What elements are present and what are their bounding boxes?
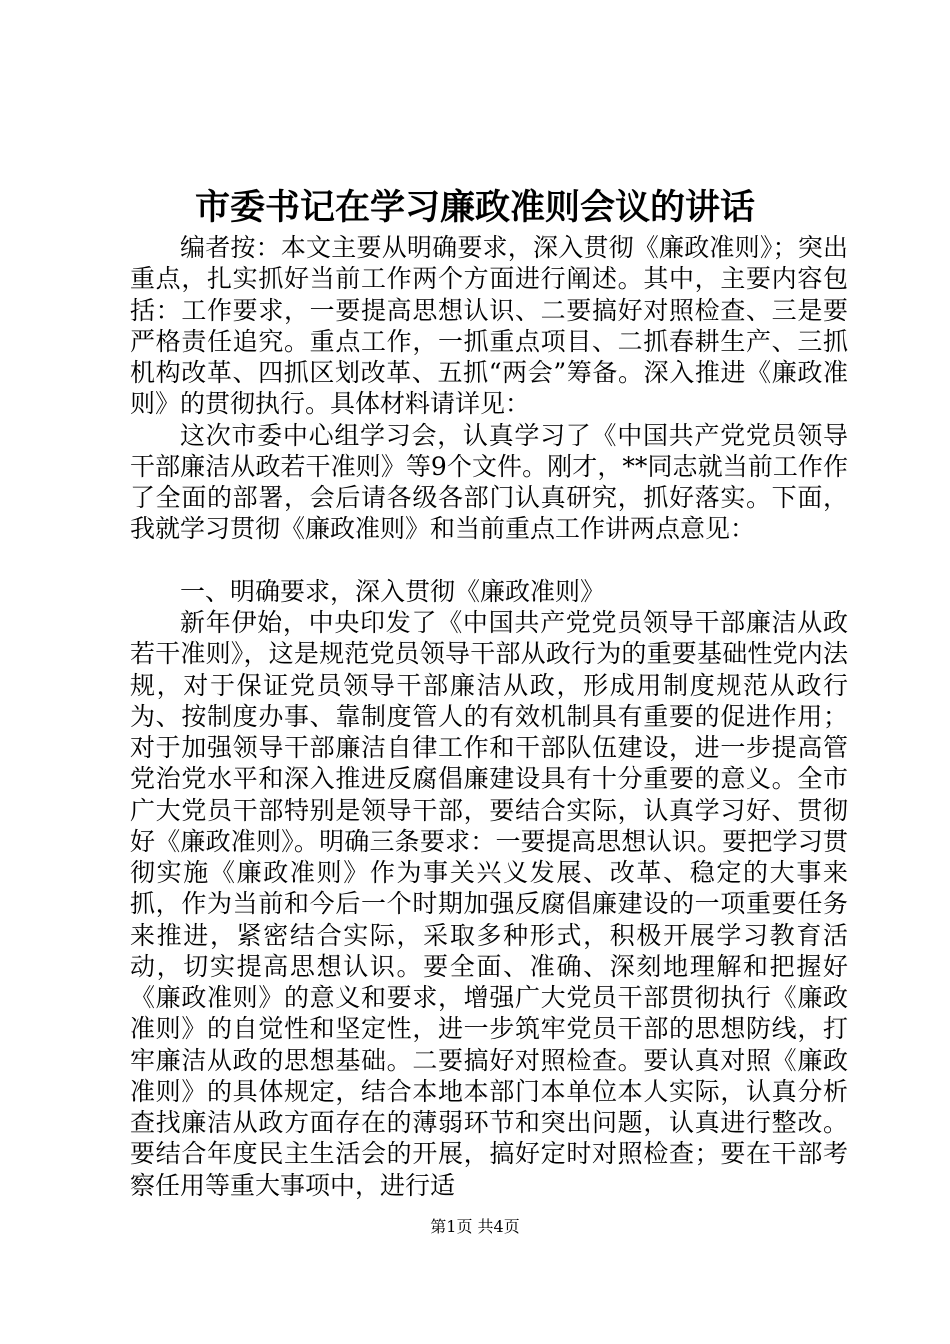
section-paragraph: 新年伊始，中央印发了《中国共产党党员领导干部廉洁从政若干准则》，这是规范党员领导干部从政行为的重要基础性党内法规，对于保证党员领导干部廉洁从政，形成用制度规范从政行为、按制度办事、靠制度管人的有效机制具有重要的促进作用；对于加强领导干部廉洁自律工作和干部队伍建设，进一步提高管党治党水平和深入推进反腐倡廉建设具有十分重要的意义。全市广大党员干部特别是领导干部，要结合实际，认真学习好、贯彻好《廉政准则》。明确三条要求：一要提高思想认识。要把学习贯彻实施《廉政准则》作为事关兴义发展、改革、稳定的大事来抓，作为当前和今后一个时期加强反腐倡廉建设的一项重要任务来推进，紧密结合实际，采取多种形式，积极开展学习教育活动，切实提高思想认识。要全面、准确、深刻地理解和把握好《廉政准则》的意义和要求，增强广大党员干部贯彻执行《廉政准则》的自觉性和坚定性，进一步筑牢党员干部的思想防线，打牢廉洁从政的思想基础。二要搞好对照检查。要认真对照《廉政准则》的具体规定，结合本地本部门本单位本人实际，认真分析查找廉洁从政方面存在的薄弱环节和突出问题，认真进行整改。要结合年度民主生活会的开展，搞好定时对照检查；要在干部考察任用等重大事项中，进行适 — [130, 608, 848, 1200]
editor-note-paragraph: 编者按：本文主要从明确要求，深入贯彻《廉政准则》；突出重点，扎实抓好当前工作两个方面进行阐述。其中，主要内容包括：工作要求，一要提高思想认识、二要搞好对照检查、三是要严格责任追究。重点工作，一抓重点项目、二抓春耕生产、三抓机构改革、四抓区划改革、五抓“两会”筹备。深入推进《廉政准则》的贯彻执行。具体材料请详见： — [130, 233, 848, 419]
document-body — [130, 232, 848, 1201]
section-heading: 一、明确要求，深入贯彻《廉政准则》 — [180, 576, 606, 606]
page-footer: 第1页 共4页 — [430, 1217, 520, 1236]
intro-paragraph: 这次市委中心组学习会，认真学习了《中国共产党党员领导干部廉洁从政若干准则》等9个文件。刚才，**同志就当前工作作了全面的部署，会后请各级各部门认真研究，抓好落实。下面，我就学习贯彻《廉政准则》和当前重点工作讲两点意见： — [130, 420, 848, 544]
document-title: 市委书记在学习廉政准则会议的讲话 — [194, 187, 755, 228]
